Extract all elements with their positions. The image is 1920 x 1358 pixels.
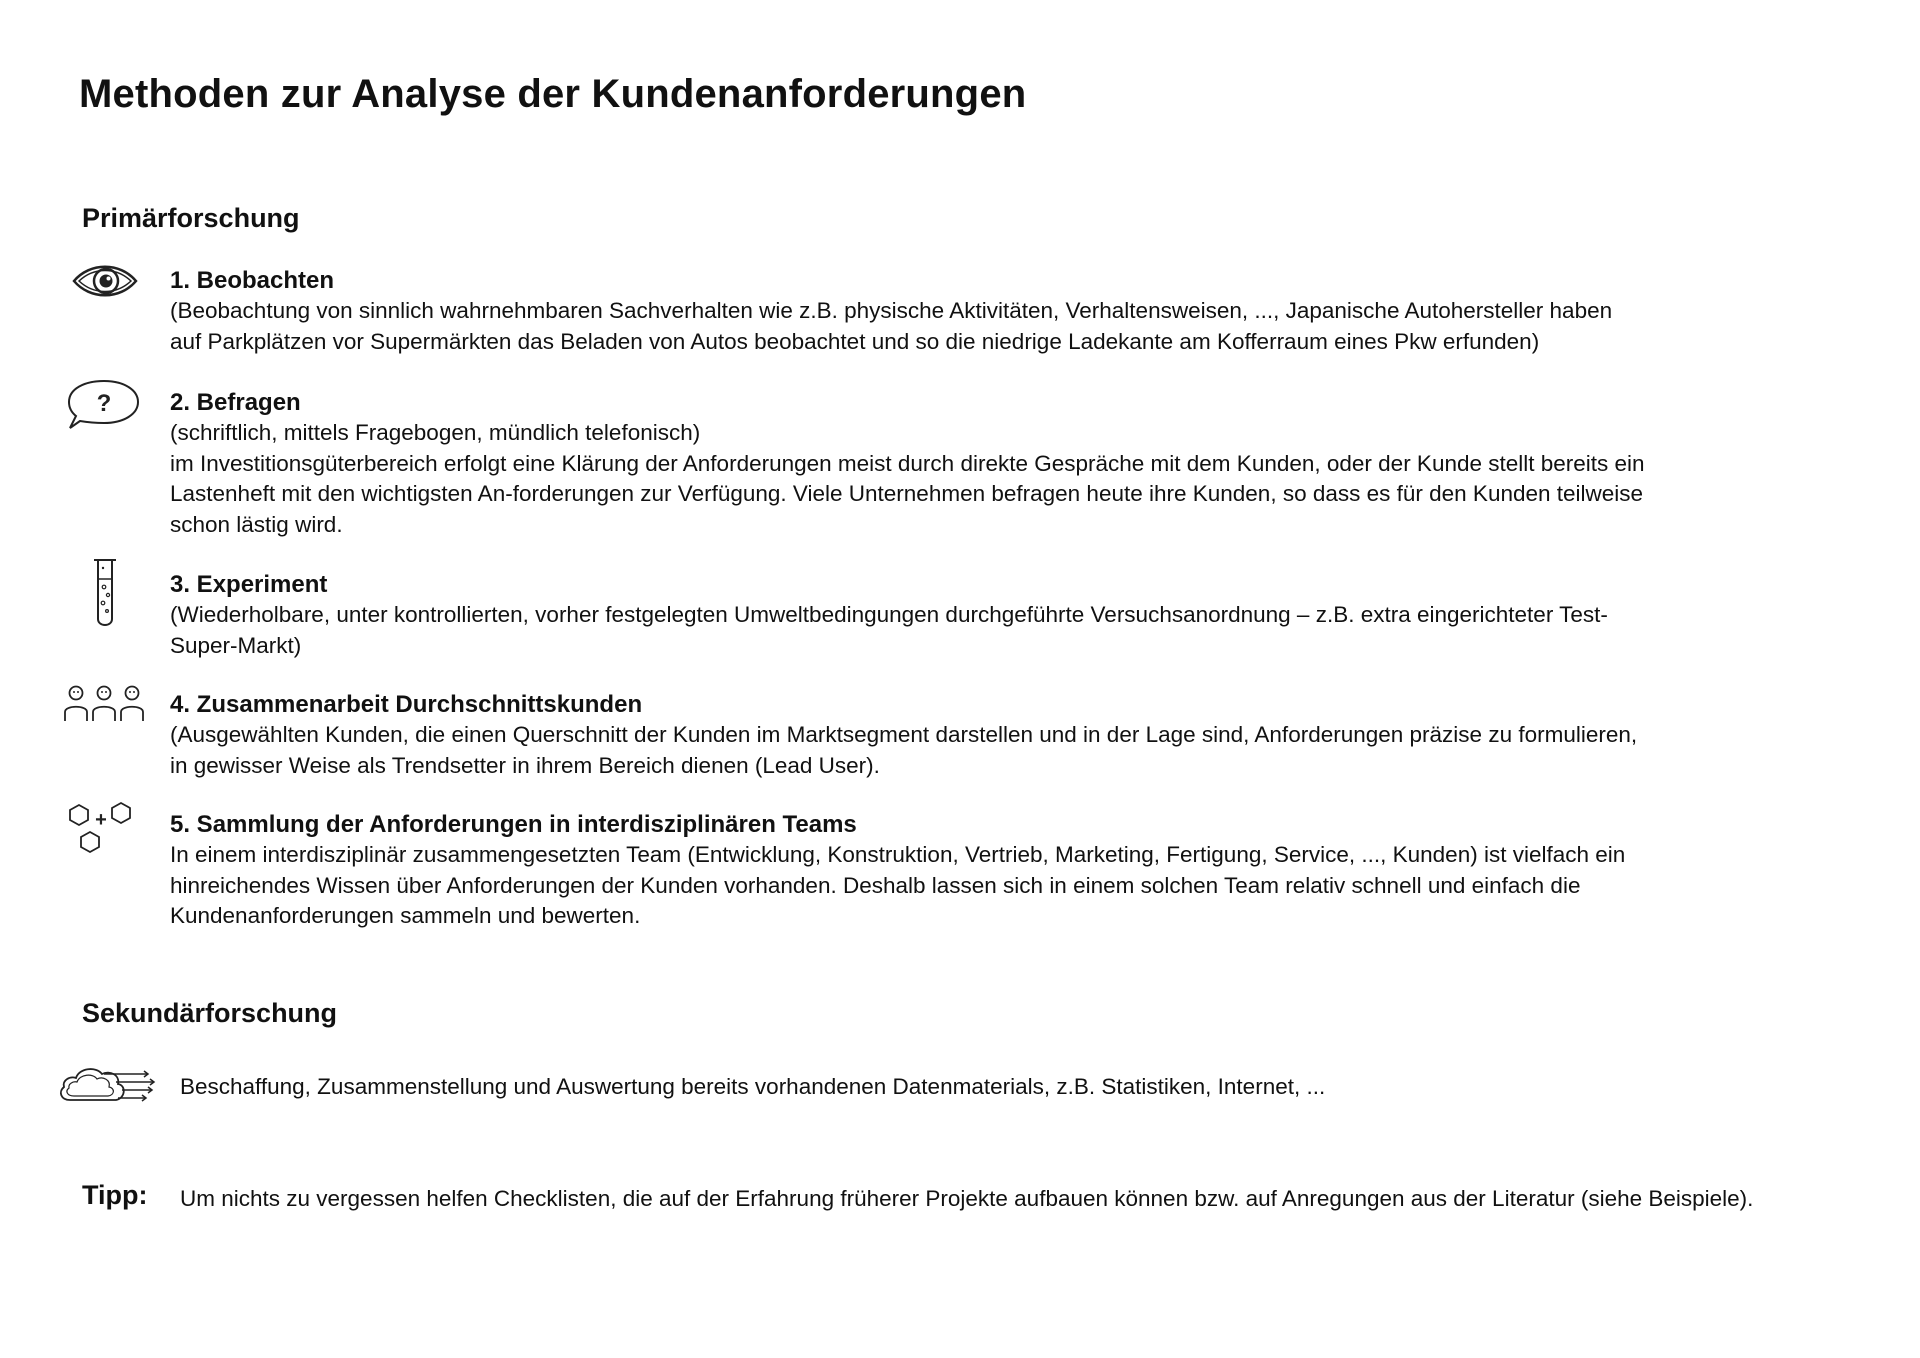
tip-label: Tipp: <box>82 1180 148 1210</box>
item-title: 5. Sammlung der Anforderungen in interdisziplinären Teams <box>170 811 857 838</box>
svg-text:?: ? <box>96 390 112 417</box>
item-description: (Beobachtung von sinnlich wahrnehmbaren Sachverhalten wie z.B. physische Aktivitäten, Verhaltensweisen, ..., Japanische Autohersteller haben auf Parkplätzen vor Supermärkten das Beladen von Autos beobachtet und so die niedrige Ladekante am Kofferraum eines Pkw erfunden) <box>170 298 1613 354</box>
tip-text: Um nichts zu vergessen helfen Checklisten, die auf der Erfahrung früherer Projekte aufbauen können bzw. auf Anregungen aus der Literatur (siehe Beispiele). <box>180 1186 1754 1211</box>
item-title: 4. Zusammenarbeit Durchschnittskunden <box>170 691 643 718</box>
speech-bubble-question-icon <box>66 378 142 430</box>
item-description: (Wiederholbare, unter kontrollierten, vorher festgelegten Umweltbedingungen durchgeführte Versuchsanordnung – z.B. extra eingerichteter Test- Super-Markt) <box>170 602 1608 658</box>
item-title: 1. Beobachten <box>170 267 335 294</box>
section-heading-secondary: Sekundärforschung <box>82 998 338 1028</box>
svg-text:+: + <box>95 809 107 831</box>
list-item-beobachten <box>170 266 1820 357</box>
item-title: 2. Befragen <box>170 389 301 416</box>
list-item-interdisziplinaere-teams <box>170 810 1820 932</box>
list-item-experiment <box>170 570 1820 661</box>
section-heading-primary: Primärforschung <box>82 203 300 233</box>
item-title: 3. Experiment <box>170 571 328 598</box>
list-item-befragen <box>170 388 1820 540</box>
page-title: Methoden zur Analyse der Kundenanforderungen <box>79 72 1027 116</box>
item-description: (schriftlich, mittels Fragebogen, mündlich telefonisch) im Investitionsgüterbereich erfolgt eine Klärung der Anforderungen meist durch direkte Gespräche mit dem Kunden, oder der Kunde stellt bereits ein Lastenheft mit den wichtigsten An-forderungen zur Verfügung. Viele Unternehmen befragen heute ihre Kunden, so dass es für den Kunden teilweise schon lästig wird. <box>170 420 1645 537</box>
secondary-description: Beschaffung, Zusammenstellung und Auswertung bereits vorhandenen Datenmaterials, z.B. Statistiken, Internet, ... <box>180 1074 1326 1099</box>
item-description: (Ausgewählten Kunden, die einen Querschnitt der Kunden im Marktsegment darstellen und in der Lage sind, Anforderungen präzise zu formulieren, in gewisser Weise als Trendsetter in ihrem Bereich dienen (Lead User). <box>170 722 1638 778</box>
item-description: In einem interdisziplinär zusammengesetzten Team (Entwicklung, Konstruktion, Vertrieb, Marketing, Fertigung, Service, ..., Kunden) ist vielfach ein hinreichendes Wissen über Anforderungen der Kunden vorhanden. Deshalb lassen sich in einem solchen Team relativ schnell und einfach die Kundenanforderungen sammeln und bewerten. <box>170 842 1626 928</box>
cloud-data-icon <box>56 1060 160 1110</box>
hexagons-plus-icon <box>64 800 140 862</box>
people-group-icon <box>62 684 146 724</box>
list-item-durchschnittskunden <box>170 690 1820 781</box>
eye-icon <box>70 256 140 306</box>
test-tube-icon <box>91 557 119 629</box>
